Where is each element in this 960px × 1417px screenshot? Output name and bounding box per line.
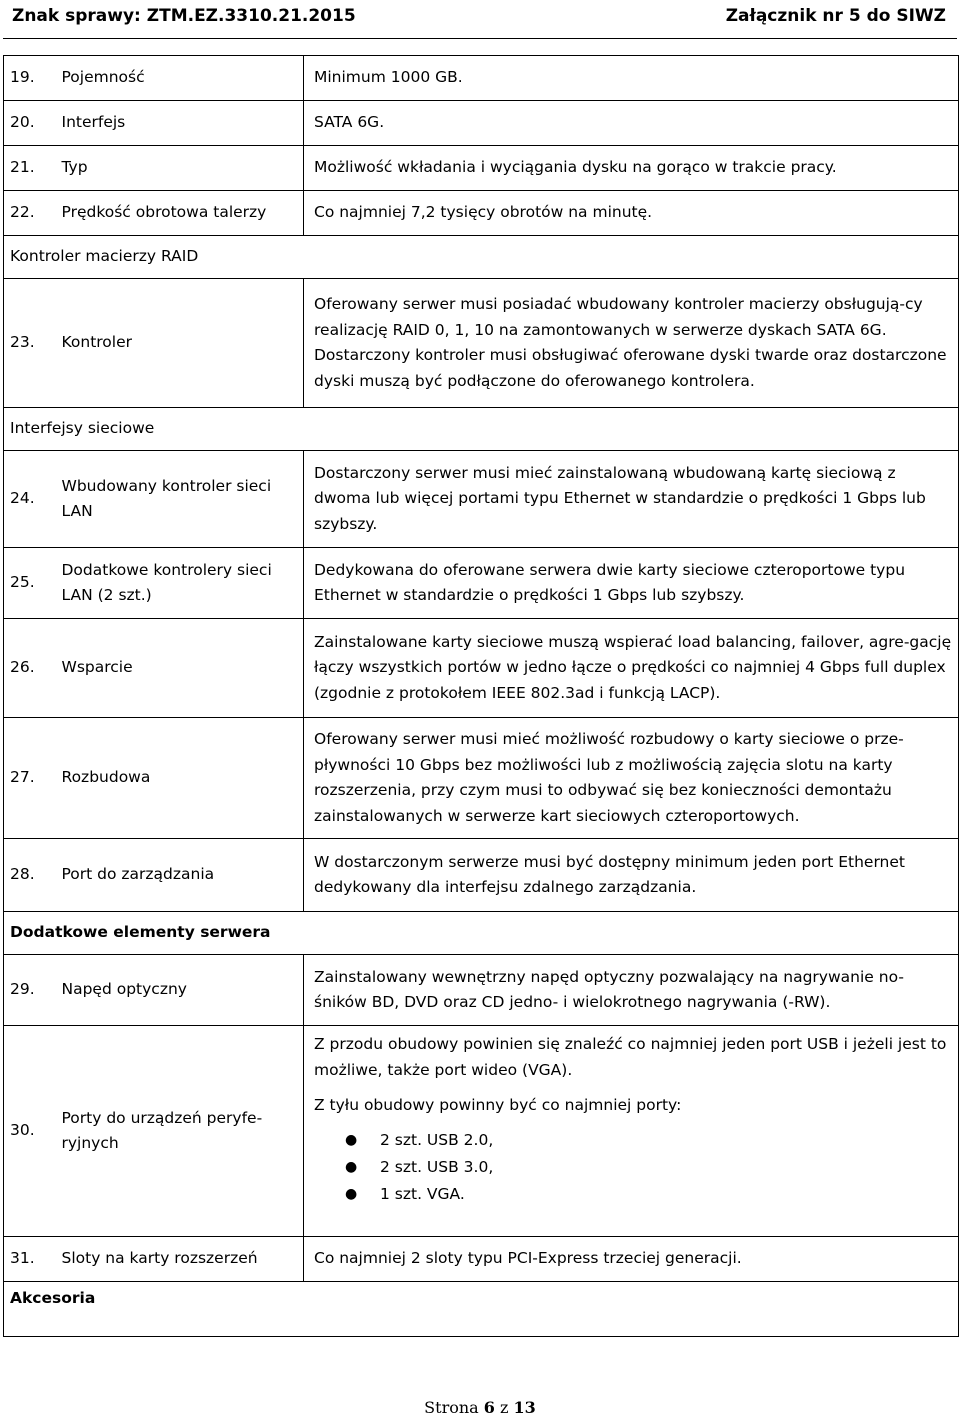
row-number: 25. (4, 548, 54, 619)
row-parameter: Napęd optyczny (54, 955, 304, 1026)
row-number: 26. (4, 619, 54, 718)
row-parameter: Kontroler (54, 279, 304, 408)
page-number: 6 (483, 1398, 495, 1417)
row-number: 20. (4, 101, 54, 146)
attachment-label: Załącznik nr 5 do SIWZ (725, 6, 946, 26)
row-requirement: SATA 6G. (304, 101, 959, 146)
row-parameter: Dodatkowe kontrolery sieci LAN (2 szt.) (54, 548, 304, 619)
table-row (4, 101, 959, 146)
row-parameter: Wbudowany kontroler sieci LAN (54, 451, 304, 548)
case-number: Znak sprawy: ZTM.EZ.3310.21.2015 (12, 6, 356, 26)
row-requirement (304, 1026, 959, 1237)
row-number: 21. (4, 146, 54, 191)
list-item: ● 1 szt. VGA. (314, 1181, 954, 1208)
row-number: 31. (4, 1237, 54, 1282)
row-parameter: Wsparcie (54, 619, 304, 718)
section-header (4, 912, 959, 955)
table-row (4, 451, 959, 548)
row-requirement: Możliwość wkładania i wyciągania dysku na gorąco w trakcie pracy. (304, 146, 959, 191)
bullet-icon: ● (345, 1131, 358, 1148)
row-requirement: Oferowany serwer musi posiadać wbudowany kontroler macierzy obsługują-cy realizację RAID 0, 1, 10 na zamontowanych w serwerze dyskach SATA 6G. Dostarczony kontroler musi obsługiwać oferowane dyski twarde oraz dostarczone dyski muszą być podłączone do oferowanego kontrolera. (304, 279, 959, 408)
row-requirement: Minimum 1000 GB. (304, 56, 959, 101)
table-row (4, 718, 959, 839)
section-title-raid: Kontroler macierzy RAID (4, 236, 959, 279)
front-ports-text: Z przodu obudowy powinien się znaleźć co najmniej jeden port USB i jeżeli jest to możliwe, także port wideo (VGA). (314, 1035, 947, 1079)
table-row (4, 279, 959, 408)
row-requirement: Zainstalowane karty sieciowe muszą wspierać load balancing, failover, agre-gację łączy wszystkich portów w jedno łącze o prędkości co najmniej 4 Gbps full duplex (zgodnie z protokołem IEEE 802.3ad i funkcją LACP). (304, 619, 959, 718)
page-header (0, 0, 960, 36)
row-number: 22. (4, 191, 54, 236)
list-item: ● 2 szt. USB 3.0, (314, 1154, 954, 1181)
table-row (4, 548, 959, 619)
row-parameter: Prędkość obrotowa talerzy (54, 191, 304, 236)
row-parameter: Porty do urządzeń peryfe-ryjnych (54, 1026, 304, 1237)
section-title-accessories: Akcesoria (4, 1282, 959, 1337)
row-requirement: Oferowany serwer musi mieć możliwość rozbudowy o karty sieciowe o prze-pływności 10 Gbps bez możliwości lub z możliwością zajęcia slotu na karty rozszerzenia, przy czym musi to odbywać się bez konieczności demontażu zainstalowanych w serwerze kart sieciowych czteroportowych. (304, 718, 959, 839)
ports-list (314, 1127, 954, 1208)
row-requirement: Dedykowana do oferowane serwera dwie karty sieciowe czteroportowe typu Ethernet w standardzie o prędkości 1 Gbps lub szybszy. (304, 548, 959, 619)
section-header (4, 236, 959, 279)
row-requirement: W dostarczonym serwerze musi być dostępny minimum jeden port Ethernet dedykowany dla interfejsu zdalnego zarządzania. (304, 839, 959, 912)
row-parameter: Sloty na karty rozszerzeń (54, 1237, 304, 1282)
header-divider (3, 38, 957, 39)
table-row (4, 619, 959, 718)
section-header (4, 1282, 959, 1337)
table-row (4, 955, 959, 1026)
bullet-icon: ● (345, 1185, 358, 1202)
section-header (4, 408, 959, 451)
specification-table (3, 55, 959, 1337)
section-title-network: Interfejsy sieciowe (4, 408, 959, 451)
back-ports-text: Z tyłu obudowy powinny być co najmniej porty: (314, 1096, 682, 1114)
row-number: 24. (4, 451, 54, 548)
row-number: 28. (4, 839, 54, 912)
row-number: 29. (4, 955, 54, 1026)
row-number: 19. (4, 56, 54, 101)
row-number: 23. (4, 279, 54, 408)
table-row (4, 1237, 959, 1282)
row-number: 27. (4, 718, 54, 839)
row-parameter: Pojemność (54, 56, 304, 101)
row-requirement: Zainstalowany wewnętrzny napęd optyczny pozwalający na nagrywanie no-śników BD, DVD oraz CD jedno- i wielokrotnego nagrywania (-RW). (304, 955, 959, 1026)
row-requirement: Co najmniej 2 sloty typu PCI-Express trzeciej generacji. (304, 1237, 959, 1282)
table-row (4, 56, 959, 101)
page-label: Strona (424, 1398, 479, 1417)
page-of: z (500, 1398, 509, 1417)
row-parameter: Typ (54, 146, 304, 191)
page-total: 13 (513, 1398, 536, 1417)
bullet-icon: ● (345, 1158, 358, 1175)
row-requirement: Co najmniej 7,2 tysięcy obrotów na minutę. (304, 191, 959, 236)
table-row (4, 1026, 959, 1237)
table-row (4, 839, 959, 912)
row-parameter: Rozbudowa (54, 718, 304, 839)
table-row (4, 146, 959, 191)
row-parameter: Interfejs (54, 101, 304, 146)
row-parameter: Port do zarządzania (54, 839, 304, 912)
table-row (4, 191, 959, 236)
section-title-extra: Dodatkowe elementy serwera (4, 912, 959, 955)
row-requirement: Dostarczony serwer musi mieć zainstalowaną wbudowaną kartę sieciową z dwoma lub więcej portami typu Ethernet w standardzie o prędkości 1 Gbps lub szybszy. (304, 451, 959, 548)
row-number: 30. (4, 1026, 54, 1237)
page-footer (0, 1398, 960, 1417)
list-item: ● 2 szt. USB 2.0, (314, 1127, 954, 1154)
